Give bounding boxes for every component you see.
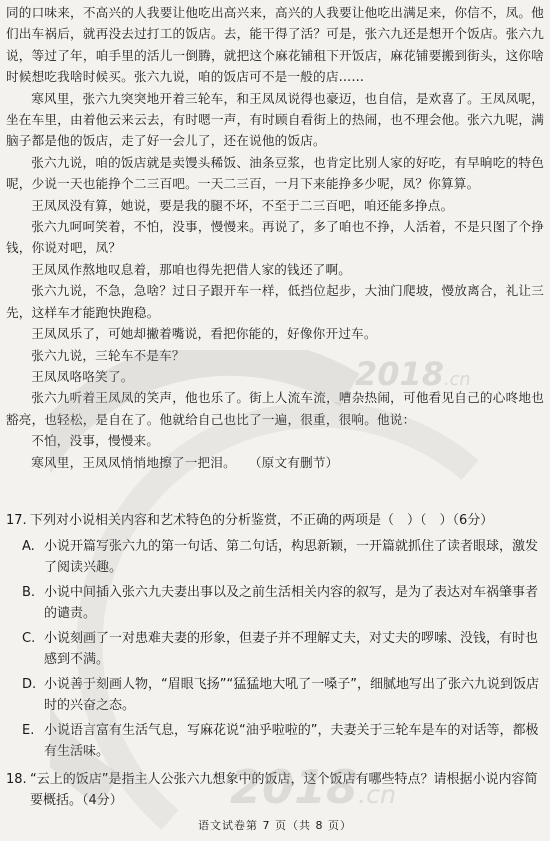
question-stem: 下列对小说相关内容和艺术特色的分析鉴赏，不正确的两项是（ ）（ ）（6分） [30,513,494,528]
option-letter: C. [22,630,36,646]
story-paragraph: 寒风里，张六九突突地开着三轮车，和王凤凤说得也豪迈，也自信，是欢喜了。王凤凤呢，坐在车里，由着他云来云去，有时嗯一声，有时顾自看街上的热闹，也不理会他。张六九呢，满脑子都是他的饭店，走了好一会儿了，还在说他的饭店。 [6,90,544,149]
option-letter: A. [22,538,35,554]
option-text: 小说刻画了一对患难夫妻的形象，但妻子并不理解丈夫，对丈夫的啰嗦、没钱，有时也感到不满。 [44,630,539,667]
question-stem: “云上的饭店”是指主人公张六九想象中的饭店，这个饭店有哪些特点？请根据小说内容简要概括。（4分） [30,771,538,808]
story-paragraph: 张六九说，不急，急啥？过日子跟开车一样，低挡位起步，大油门爬坡，慢放离合，礼让三先，这样车才能跑快跑稳。 [6,283,544,320]
story-paragraph: 张六九说，咱的饭店就是卖馒头稀饭、油条豆浆，也肯定比别人家的好吃，有早晌吃的特色呢，少说一天也能挣个二三百吧。一天二三百，一月下来能挣多少呢，凤？你算算。 [6,154,544,192]
question-number: 17. [6,513,27,528]
questions-section [6,510,544,812]
story-paragraph: 寒风里，王凤凤悄悄地擦了一把泪。 （原文有删节） [31,454,339,470]
watermark-domain: .cn [358,780,397,809]
question-number: 18. [6,771,27,787]
option-letter: E. [22,722,35,738]
question-18 [6,769,544,812]
option-letter: B. [22,584,36,600]
watermark-year: 2018 [355,355,445,393]
question-17 [6,510,544,763]
story-paragraph: 张六九听着王凤凤的笑声，他也乐了。街上人流车流，嘈杂热闹，可他看见自己的心咚地也豁亮，也轻松，是自在了。他就给自己也比了一遍，很重，很响。他说： [6,390,544,427]
watermark-year: 2018 [230,760,359,814]
option-d [6,674,544,717]
option-text: 小说语言富有生活气息，写麻花说“油乎啦啦的”，夫妻关于三轮车是车的对话等，都极有生活味。 [44,722,539,759]
watermark-domain: .cn [444,370,471,390]
option-e [6,720,544,763]
option-text: 小说开篇写张六九的第一句话、第二句话，构思新颖，一开篇就抓住了读者眼球，激发了阅读兴趣。 [44,538,539,575]
option-list [6,536,544,763]
option-b [6,582,544,625]
option-text: 小说善于刻画人物，“眉眼飞扬”“猛猛地大吼了一嗓子”，细腻地写出了张六九说到饭店时的兴奋之态。 [44,676,539,713]
story-paragraph: 王凤凤乐了，可她却撇着嘴说，看把你能的，好像你开过车。 [31,326,377,342]
story-paragraph: 张六九呵呵笑着，不怕，没事，慢慢来。再说了，多了咱也不挣，人活着，不是只图了个挣钱，你说对吧，凤？ [6,219,544,256]
option-a [6,536,544,579]
story-text [6,2,544,473]
page-footer: 语文试卷第 7 页（共 8 页） [198,819,352,832]
option-letter: D. [22,676,37,692]
option-c [6,628,544,671]
story-paragraph: 不怕，没事，慢慢来。 [31,433,160,449]
option-text: 小说中间插入张六九夫妻出事以及之前生活相关内容的叙写，是为了表达对车祸肇事者的谴责。 [44,584,539,621]
story-paragraph: 张六九说，三轮车不是车？ [31,347,185,363]
story-paragraph: 同的口味来，不高兴的人我要让他吃出高兴来，高兴的人我要让他吃出满足来，你信不，凤。他们出车祸后，就再没去过打工的饭店。去，能干得了活？可是，张六九还是想开个饭店。张六九说，等过了年，咱手里的活儿一倒腾，就把这个麻花铺租下开饭店，麻花铺要搬到街头，这你啥时候想吃我啥时候买。张六九说，咱的饭店可不是一般的店…… [6,5,544,85]
story-paragraph: 王凤凤没有算，她说，要是我的腿不坏，不至于二三百吧，咱还能多挣点。 [31,197,454,213]
story-paragraph: 王凤凤咯咯笑了。 [31,368,134,384]
story-paragraph: 王凤凤作熬地叹息着，那咱也得先把借人家的钱还了啊。 [31,261,352,277]
